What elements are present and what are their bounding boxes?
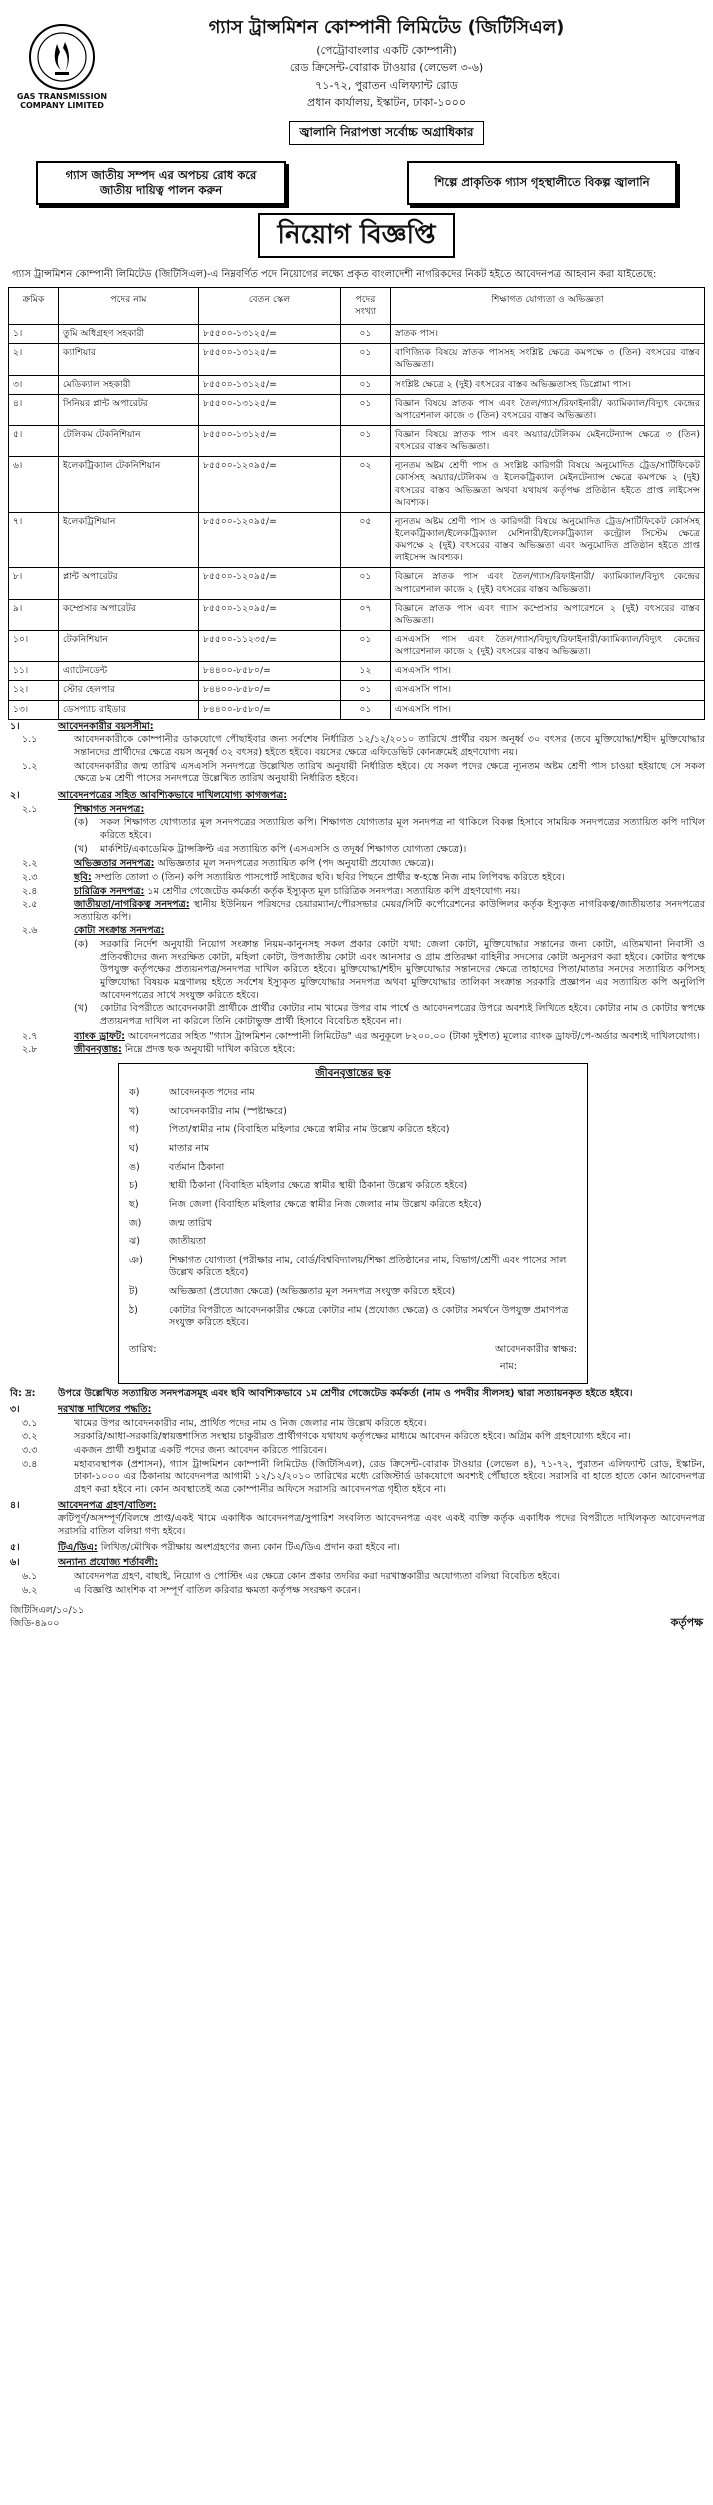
item-body [74, 886, 705, 899]
biodata-field: জাতীয়তা [169, 1236, 206, 1248]
table-row [9, 512, 705, 568]
table-row [9, 681, 705, 700]
notice-title-text: নিয়োগ বিজ্ঞপ্তি [258, 213, 456, 257]
cell-post-name: ইলেকট্রিশিয়ান [59, 512, 199, 568]
sub-key: (খ) [74, 843, 88, 855]
cell-serial: ১১। [9, 662, 59, 681]
item-text: সম্প্রতি তোলা ৩ (তিন) কপি সত্যায়িত পাসপোর্ট সাইজের ছবি। ছবির পিছনে প্রার্থীর স্ব-হস্তে নিজ নাম লিপিবদ্ধ করিতে হইবে। [94, 871, 565, 883]
cell-serial: ৭। [9, 512, 59, 568]
item-text: মহাব্যবস্থাপক (প্রশাসন), গ্যাস ট্রান্সমিশন কোম্পানী লিমিটেড (জিটিসিএল), রেড ক্রিসেন্ট-বোরাক টাওয়ার (লেভেল ৪), ৭১-৭২, পুরাতন এলিফ্যান্ট রোড, ইস্কাটন, ঢাকা-১০০০ এর ঠিকানায় আবেদনপত্র আগামী ১২/১২/২০১০ তারিখের মধ্যে রেজিস্টার্ড ডাকযোগে অবশ্যই পৌঁছাতে হইবে। সরাসরি বা হাতে হাতে কোন আবেদনপত্র গ্রহণ করা হইবে না। কোন অবস্থাতেই অত্র কোম্পানীর অফিসে সরাসরি আবেদনপত্র গৃহীত হইবে না। [74, 1458, 705, 1495]
cell-serial: ১২। [9, 681, 59, 700]
table-row [9, 662, 705, 681]
table-row [9, 568, 705, 599]
cell-post-name: মেডিক্যাল সহকারী [59, 375, 199, 394]
biodata-field: আবেদনকারীর নাম (স্পষ্টাক্ষরে) [169, 1105, 287, 1117]
section-submission [8, 1404, 705, 1417]
biodata-row [129, 1162, 577, 1175]
header-qualification: শিক্ষাগত যোগ্যতা ও অভিজ্ঞতা [391, 287, 705, 324]
list-item [8, 761, 705, 786]
sub-text: মার্কশিট/একাডেমিক ট্রান্সক্রিপ্ট এর সত্যায়িত কপি (এসএসসি ও তদূর্ধ্ব শিক্ষাগত যোগ্যতা ক্ষেত্রে)। [100, 843, 467, 855]
biodata-rows [129, 1087, 577, 1330]
address-line-1: রেড ক্রিসেন্ট-বোরাক টাওয়ার (লেভেল ৩-৬) [289, 61, 484, 75]
posts-table [8, 287, 705, 720]
cell-serial: ১০। [9, 630, 59, 661]
list-item [8, 804, 705, 858]
item-number: ৩.৪ [22, 1458, 38, 1470]
cell-pay-scale: ৮৫৫০০-১৩১২৫/= [199, 325, 341, 344]
biodata-key: ঘ) [129, 1142, 139, 1154]
biodata-key: ঠ) [129, 1304, 138, 1316]
biodata-field: জন্ম তারিখ [169, 1217, 213, 1229]
biodata-row [129, 1124, 577, 1137]
cell-serial: ৫। [9, 425, 59, 456]
sub-key: (খ) [74, 1003, 88, 1015]
cell-qualification: বিজ্ঞানে স্নাতক পাস এবং গ্যাস কম্প্রেসার অপারেশনে ২ (দুই) বৎসরের বাস্তব অভিজ্ঞতা। [391, 599, 705, 630]
cell-serial: ১৩। [9, 700, 59, 719]
item-label: ছবি: [74, 871, 92, 883]
biodata-key: খ) [129, 1105, 140, 1117]
cell-pay-scale: ৮৫৫০০-১২০৯৫/= [199, 512, 341, 568]
cell-qualification: এসএসসি পাস। [391, 681, 705, 700]
table-row [9, 425, 705, 456]
biodata-row [129, 1286, 577, 1299]
cell-serial: ২। [9, 344, 59, 375]
energy-slogan: জ্বালানি নিরাপত্তা সর্বোচ্চ অগ্রাধিকার [289, 121, 485, 145]
table-row [9, 325, 705, 344]
documents-list [8, 858, 705, 924]
gd-number: জিডি-৪৯০০ [10, 1617, 60, 1629]
cell-pay-scale: ৮৫৫০০-১৩১২৫/= [199, 425, 341, 456]
cell-serial: ১। [9, 325, 59, 344]
biodata-row [129, 1236, 577, 1249]
item-label: চারিত্রিক সনদপত্র: [74, 885, 145, 897]
list-item [8, 886, 705, 899]
list-item [8, 1459, 705, 1497]
biodata-field: শিক্ষাগত যোগ্যতা (পরীক্ষার নাম, বোর্ড/বিশ্ববিদ্যালয়/শিক্ষা প্রতিষ্ঠানের নাম, বিভাগ/শ্রেণী এবং পাসের সাল উল্লেখ করিতে হইবে) [169, 1254, 567, 1279]
cell-pay-scale: ৮৫৫০০-১৩১২৫/= [199, 344, 341, 375]
table-row [9, 700, 705, 719]
note-row [8, 1388, 705, 1401]
cell-serial: ৯। [9, 599, 59, 630]
biodata-row [129, 1305, 577, 1330]
notice-title [8, 213, 705, 257]
biodata-key: ঞ) [129, 1254, 143, 1266]
company-logo [14, 22, 110, 110]
intro-paragraph: গ্যাস ট্রান্সমিশন কোম্পানী লিমিটেড (জিটিসিএল)-এ নিম্নবর্ণিত পদে নিয়োগের লক্ষ্যে প্রকৃত বাংলাদেশী নাগরিকদের নিকট হইতে আবেদনপত্র আহবান করা যাইতেছে: [12, 268, 657, 280]
cell-post-count: ০১ [341, 394, 391, 425]
table-row [9, 394, 705, 425]
cell-post-count: ০৭ [341, 599, 391, 630]
biodata-key: গ) [129, 1124, 140, 1136]
item-text: ১ম শ্রেণীর গেজেটেড কর্মকর্তা কর্তৃক ইস্যুকৃত মূল চারিত্রিক সনদপত্র। সত্যায়িত কপি গ্রহণযোগ্য নয়। [147, 885, 521, 897]
biodata-row [129, 1255, 577, 1280]
biodata-key: জ) [129, 1217, 142, 1229]
section-number: ৩। [10, 1404, 20, 1416]
cell-qualification: ন্যূনতম অষ্টম শ্রেণী পাস ও সংশ্লিষ্ট কারিগরী বিষয়ে অনুমোদিত ট্রেড/সার্টিফিকেট কোর্সসহ অয়্যার/টেলিকম ও ইলেকট্রিক্যাল মেইনটেন্যান্স ক্ষেত্রে কমপক্ষে ২ (দুই) বৎসরের বাস্তব অভিজ্ঞতা অথবা যথাযথ কর্তৃপক্ষ প্রতিষ্ঠান হইতে প্রাপ্ত লাইসেন্স আবশ্যক। [391, 457, 705, 513]
header-post-count: পদের সংখ্যা [341, 287, 391, 324]
cell-qualification: এসএসসি পাস। [391, 662, 705, 681]
biodata-row [129, 1106, 577, 1119]
table-row [9, 630, 705, 661]
header-post-name: পদের নাম [59, 287, 199, 324]
sub-text: কোটার বিপরীতে আবেদনকারী প্রার্থীকে প্রার্থীর কোটার নাম খামের উপর বাম পার্শ্বে ও আবেদনপত্রের উপরে অবশ্যই লিখিতে হইবে। কোটার নাম ও কোটার স্বপক্ষে প্রত্যয়নপত্র দাখিল না করিলে তিনি কোটাভুক্ত প্রার্থী হিসাবে বিবেচিত হইবেন না। [100, 1003, 705, 1028]
biodata-field: আবেদনকৃত পদের নাম [169, 1086, 255, 1098]
table-row [9, 599, 705, 630]
list-item [8, 1571, 705, 1584]
cell-post-name: ডেসপ্যাচ রাইডার [59, 700, 199, 719]
cell-pay-scale: ৮৫৫০০-১২০৯৫/= [199, 599, 341, 630]
section-ta-da [8, 1542, 705, 1555]
conditions-list [8, 1571, 705, 1597]
cell-post-count: ০১ [341, 630, 391, 661]
biodata-key: ছ) [129, 1198, 139, 1210]
item-number: ২.২ [22, 858, 38, 870]
item-label: ব্যাংক ড্রাফট: [74, 1030, 125, 1042]
date-label: তারিখ: [129, 1344, 157, 1356]
logo-text: GAS TRANSMISSION COMPANY LIMITED [16, 92, 108, 111]
name-label: নাম: [499, 1360, 517, 1372]
slogan-row [8, 161, 705, 205]
biodata-key: চ) [129, 1180, 138, 1192]
cell-qualification: সংশ্লিষ্ট ক্ষেত্রে ২ (দুই) বৎসরের বাস্তব অভিজ্ঞতাসহ ডিপ্লোমা পাস। [391, 375, 705, 394]
table-row [9, 457, 705, 513]
cell-qualification: বাণিজ্যিক বিষয়ে স্নাতক পাসসহ সংশ্লিষ্ট ক্ষেত্রে কমপক্ষে ৩ (তিন) বৎসরের বাস্তব অভিজ্ঞতা। [391, 344, 705, 375]
cell-post-count: ০২ [341, 457, 391, 513]
section-title: আবেদনপত্র গ্রহণ/বাতিল: [58, 1499, 157, 1511]
item-label: শিক্ষাগত সনদপত্র: [74, 803, 145, 815]
list-item [8, 1513, 705, 1538]
biodata-row [129, 1218, 577, 1231]
cell-pay-scale: ৮৫৫০০-১৩১২৫/= [199, 394, 341, 425]
item-number: ২.৭ [22, 1030, 38, 1042]
header [8, 16, 705, 151]
item-text: সরকারি/আধা-সরকারি/স্বায়ত্তশাসিত সংস্থায় চাকুরীরত প্রার্থীগণকে যথাযথ কর্তৃপক্ষের মাধ্যমে আবেদন করিতে হইবে। অগ্রিম কপি গ্রহণযোগ্য হইবে না। [74, 1431, 631, 1443]
item-text: একজন প্রার্থী শুধুমাত্র একটি পদের জন্য আবেদন করিতে পারিবেন। [74, 1445, 327, 1457]
list-item [8, 1431, 705, 1444]
company-subtitle: (পেট্রোবাংলার একটি কোম্পানী) [316, 43, 457, 57]
item-number: ২.৮ [22, 1044, 38, 1056]
cell-post-name: এ্যাটেনডেন্ট [59, 662, 199, 681]
list-item [8, 1445, 705, 1458]
item-number: ১.১ [22, 734, 38, 746]
item-number: ৩.৩ [22, 1445, 38, 1457]
cell-qualification: এসএসসি পাস। [391, 700, 705, 719]
company-name: গ্যাস ট্রান্সমিশন কোম্পানী লিমিটেড (জিটিসিএল) [208, 17, 565, 38]
section-number: ৫। [10, 1541, 20, 1553]
biodata-field: কোটার বিপরীতে আবেদনকারীর ক্ষেত্রে কোটার নাম (প্রযোজ্য ক্ষেত্রে) ও কোটার সমর্থনে উপযুক্ত প্রমাণপত্র সংযুক্ত করিতে হইবে। [169, 1304, 569, 1329]
item-number: ৬.১ [22, 1570, 38, 1582]
biodata-field: পিতা/স্বামীর নাম (বিবাহিত মহিলার ক্ষেত্রে স্বামীর নাম উল্লেখ করিতে হইবে) [169, 1124, 450, 1136]
note-text: উপরে উল্লেখিত সত্যায়িত সনদপত্রসমূহ এবং ছবি আবশ্যিকভাবে ১ম শ্রেণীর গেজেটেড কর্মকর্তা (নাম ও পদবীর সীলসহ) দ্বারা সত্যায়নকৃত হইতে হইবে। [58, 1388, 633, 1400]
submission-list [8, 1418, 705, 1497]
list-item [8, 1044, 705, 1057]
biodata-field: বর্তমান ঠিকানা [169, 1161, 225, 1173]
section-title: দরখাস্ত দাখিলের পদ্ধতি: [58, 1404, 152, 1416]
section-number: ১। [10, 720, 20, 732]
item-text: আবেদনকারীর জন্ম তারিখ এসএসসি সনদপত্রে উল্লেখিত তারিখ অনুযায়ী নির্ধারিত হইবে। যে সকল পদের ক্ষেত্রে ন্যূনতম অষ্টম শ্রেণী পাস চাওয়া হইয়াছে সে সকল ক্ষেত্রে ৮ম শ্রেণী পাসের সনদপত্রে উল্লেখিত তারিখ অনুযায়ী নির্ধারিত হইবে। [74, 760, 705, 785]
item-number: ২.৫ [22, 899, 38, 911]
cell-pay-scale: ৮৪৪০০-৮৫৮০/= [199, 700, 341, 719]
cell-post-count: ০১ [341, 681, 391, 700]
cell-post-name: কম্প্রেসার অপারেটর [59, 599, 199, 630]
section-other-conditions [8, 1557, 705, 1570]
item-text: খামের উপর আবেদনকারীর নাম, প্রার্থিত পদের নাম ও নিজ জেলার নাম উল্লেখ করিতে হইবে। [74, 1417, 427, 1429]
item-number: ২.৪ [22, 885, 38, 897]
section-title: টিএ/ডিএ: [58, 1541, 98, 1553]
biodata-key: ঝ) [129, 1236, 141, 1248]
section-title: আবেদনকারীর বয়সসীমা: [58, 720, 154, 732]
note-label: বি: দ্র: [10, 1388, 36, 1400]
item-number: ২.৬ [22, 925, 38, 937]
cell-post-name: টেলিকম টেকনিশিয়ান [59, 425, 199, 456]
biodata-form-box [118, 1063, 588, 1384]
sub-key: (ক) [74, 817, 89, 829]
cell-post-count: ০১ [341, 700, 391, 719]
section-number: ৬। [10, 1557, 20, 1569]
item-number: ২.১ [22, 803, 38, 815]
item-text: আবেদনপত্রের সহিত "গ্যাস ট্রান্সমিশন কোম্পানী লিমিটেড" এর অনুকূলে ৮২০০.০০ (টাকা দুইশত) মূল্যের ব্যাংক ড্রাফট/পে-অর্ডার অবশ্যই দাখিলযোগ্য। [128, 1030, 700, 1042]
list-item [8, 1418, 705, 1431]
biodata-field: স্থায়ী ঠিকানা (বিবাহিত মহিলার ক্ষেত্রে স্বামীর স্থায়ী ঠিকানা উল্লেখ করিতে হইবে) [169, 1180, 468, 1192]
reference-number: জিটিসিএল/১০/১১ [10, 1605, 85, 1617]
section-number: ৪। [10, 1499, 20, 1511]
gtcl-seal-icon [27, 22, 97, 92]
section-age [8, 721, 705, 734]
item-number: ৩.২ [22, 1431, 38, 1443]
biodata-field: অভিজ্ঞতা (প্রযোজ্য ক্ষেত্রে) (অভিজ্ঞতার মূল সনদপত্র সংযুক্ত করিতে হইবে) [169, 1286, 456, 1298]
cell-serial: ৩। [9, 375, 59, 394]
cell-serial: ৬। [9, 457, 59, 513]
biodata-key: ঙ) [129, 1161, 140, 1173]
list-item [8, 925, 705, 1029]
section-title: আবেদনপত্রের সহিত আবশ্যিকভাবে দাখিলযোগ্য কাগজপত্র: [58, 789, 288, 801]
item-text: অভিজ্ঞতার মূল সনদপত্রের সত্যায়িত কপি (পদ অনুযায়ী প্রযোজ্য ক্ষেত্রে)। [157, 858, 434, 870]
slogan-right: শিল্পে প্রাকৃতিক গ্যাস গৃহস্থালীতে বিকল্প জ্বালানি [407, 161, 677, 205]
item-text: এ বিজ্ঞপ্তি আংশিক বা সম্পূর্ণ বাতিল করিবার ক্ষমতা কর্তৃপক্ষ সংরক্ষণ করেন। [74, 1584, 361, 1596]
sub-text: সরকারি নির্দেশ অনুযায়ী নিয়োগ সংক্রান্ত নিয়ম-কানুনসহ সকল প্রকার কোটা যথা: জেলা কোটা, মুক্তিযোদ্ধার সন্তানের জন্য কোটা, এতিমখানা নিবাসী ও প্রতিবন্ধীদের জন্য সংরক্ষিত কোটা, মহিলা কোটা, উপজাতীয় কোটা এবং আনসার ও গ্রাম প্রতিরক্ষা বাহিনীর সদস্যের কোটা অনুসরণ করা হইবে। কোটার স্বপক্ষে উপযুক্ত কর্তৃপক্ষের প্রত্যয়নপত্র/সনদপত্র দাখিল করিতে হইবে। মুক্তিযোদ্ধা/শহীদ মুক্তিযোদ্ধার সন্তানদের ক্ষেত্রে তাহাদের পিতা/মাতার সনদের সত্যায়িত কপিসহ মুক্তিযোদ্ধা বিষয়ক মন্ত্রণালয় হইতে সর্বশেষ ইস্যুকৃত মুক্তিযোদ্ধার সনদপত্র অথবা মুক্তিযোদ্ধার তালিকা সংক্রান্ত সরকারি প্রজ্ঞাপন এর সত্যায়িত কপি অনুলিপি আবেদনপত্রের সাথে সংযুক্ত করিতে হইবে। [100, 939, 705, 1001]
item-text: লিখিত/মৌখিক পরীক্ষায় অংশগ্রহণের জন্য কোন টিএ/ডিএ প্রদান করা হইবে না। [100, 1541, 400, 1553]
cell-post-name: প্লান্ট অপারেটর [59, 568, 199, 599]
biodata-field: মাতার নাম [169, 1142, 210, 1154]
cell-post-count: ০১ [341, 344, 391, 375]
table-header-row [9, 287, 705, 324]
cell-qualification: ন্যূনতম অষ্টম শ্রেণী পাস ও কারিগরী বিষয়ে অনুমোদিত ট্রেড/সার্টিফিকেট কোর্সসহ ইলেকট্রিক্যাল/ইলেকট্রিক্যাল মেশিনারী/ইলেকট্রিক্যাল কন্ট্রোল সিস্টেম ক্ষেত্রে কমপক্ষে ২ (দুই) বৎসরের বাস্তব অভিজ্ঞতা এবং অনুমোদিত প্রতিষ্ঠান হইতে প্রাপ্ত লাইসেন্স আবশ্যক। [391, 512, 705, 568]
biodata-row [129, 1087, 577, 1100]
header-serial: ক্রমিক [9, 287, 59, 324]
cell-post-name: তুমি অধিগ্রহণ সহকারী [59, 325, 199, 344]
cell-qualification: বিজ্ঞান বিষয়ে স্নাতক পাস এবং অয়্যার/টেলিকম মেইনটেন্যান্স ক্ষেত্রে ৩ (তিন) বৎসরের বাস্তব অভিজ্ঞতা। [391, 425, 705, 456]
cell-post-count: ০১ [341, 325, 391, 344]
item-label: জীবনবৃত্তান্ত: [74, 1044, 122, 1056]
biodata-row [129, 1180, 577, 1193]
biodata-row [129, 1199, 577, 1212]
list-item [8, 899, 705, 924]
cell-qualification: বিজ্ঞান বিষয়ে স্নাতক পাস এবং তৈল/গ্যাস/রিফাইনারী/ ক্যামিক্যাল/বিদ্যুৎ কেন্দ্রের অপারেশনাল কাজে ৩ (তিন) বৎসরের বাস্তব অভিজ্ঞতা। [391, 394, 705, 425]
cell-pay-scale: ৮৫৫০০-১২০৯৫/= [199, 568, 341, 599]
biodata-field: নিজ জেলা (বিবাহিত মহিলার ক্ষেত্রে স্বামীর নিজ জেলার নাম উল্লেখ করিতে হইবে) [169, 1198, 482, 1210]
item-body [74, 899, 705, 924]
cell-post-name: স্টোর হেলপার [59, 681, 199, 700]
cell-post-count: ০১ [341, 375, 391, 394]
item-body [74, 872, 705, 885]
list-item [8, 734, 705, 759]
cell-pay-scale: ৮৫৫০০-১২০৯৫/= [199, 457, 341, 513]
cell-pay-scale: ৮৫৫০০-১৩১২৫/= [199, 375, 341, 394]
slogan-left: গ্যাস জাতীয় সম্পদ এর অপচয় রোধ করে জাতীয় দায়িত্ব পালন করুন [36, 161, 286, 205]
sub-key: (ক) [74, 939, 89, 951]
cell-post-name: টেকনিশিয়ান [59, 630, 199, 661]
list-item [8, 1031, 705, 1044]
table-row [9, 375, 705, 394]
cell-serial: ৮। [9, 568, 59, 599]
section-acceptance [8, 1500, 705, 1513]
cell-qualification: বিজ্ঞানে স্নাতক পাস এবং তৈল/গ্যাস/রিফাইনারী/ ক্যামিক্যাল/বিদ্যুৎ কেন্দ্রের অপারেশনাল কাজে ২ (দুই) বৎসরের বাস্তব অভিজ্ঞতা। [391, 568, 705, 599]
cell-post-count: ১২ [341, 662, 391, 681]
cell-post-name: সিনিয়র প্লান্ট অপারেটর [59, 394, 199, 425]
authority-sign: কর্তৃপক্ষ [670, 1616, 703, 1630]
cell-post-count: ০৫ [341, 512, 391, 568]
item-label: জাতীয়তা/নাগরিকত্ব সনদপত্র: [74, 899, 190, 911]
section-documents [8, 790, 705, 803]
biodata-title: জীবনবৃত্তান্তের ছক [315, 1067, 391, 1080]
item-text: স্থানীয় ইউনিয়ন পরিষদের চেয়ারম্যান/পৌরসভার মেয়র/সিটি কর্পোরেশনের কাউন্সিলর কর্তৃক ইস্যুকৃত নাগরিকত্ব/জাতীয়তার সনদপত্রের সত্যায়িত কপি। [74, 899, 705, 923]
item-number: ১.২ [22, 760, 38, 772]
cell-serial: ৪। [9, 394, 59, 425]
posts-table-body [9, 325, 705, 720]
signature-label: আবেদনকারীর স্বাক্ষর: [495, 1344, 577, 1356]
item-text: আবেদনকারীকে কোম্পানীর ডাকযোগে পৌছাইবার জন্য সর্বশেষ নির্ধারিত ১২/১২/২০১০ তারিখে প্রার্থীর বয়স অনূর্ধ্ব ৩০ বৎসর (তবে মুক্তিযোদ্ধা/শহীদ মুক্তিযোদ্ধার সন্তানদের প্রার্থীদের ক্ষেত্রে বয়স অনূর্ধ্ব ৩২ বৎসর) হইতে হইবে। বয়সের ক্ষেত্রে এফিডেভিট কোনক্রমেই গ্রহণযোগ্য নয়। [74, 734, 705, 758]
list-item [8, 872, 705, 885]
footer [8, 1605, 705, 1630]
sub-text: সকল শিক্ষাগত যোগ্যতার মূল সনদপত্রের সত্যায়িত কপি। শিক্ষাগত যোগ্যতার মূল সনদপত্র না থাকিলে বিকল্প হিসাবে সাময়িক সনদপত্রের সত্যায়িত কপি দাখিল করিতে হইবে। [100, 817, 705, 841]
cell-qualification: এসএসসি পাস এবং তৈল/গ্যাস/বিদ্যুৎ/রিফাইনারী/ক্যামিক্যাল/বিদ্যুৎ কেন্দ্রের অপারেশনাল কাজে ২ (দুই) বৎসরের বাস্তব অভিজ্ঞতা। [391, 630, 705, 661]
cell-pay-scale: ৮৪৪০০-৮৫৮০/= [199, 662, 341, 681]
header-pay-scale: বেতন স্কেল [199, 287, 341, 324]
address-line-2: ৭১-৭২, পুরাতন এলিফ্যান্ট রোড [315, 78, 458, 92]
biodata-key: ক) [129, 1086, 140, 1098]
list-item [8, 858, 705, 871]
item-text: আবেদনপত্র গ্রহণ, বাছাই, নিয়োগ ও পোস্টিং এর ক্ষেত্রে কোন প্রকার তদবির করা দরখাস্তকারীর অযোগ্যতা বলিয়া বিবেচিত হইবে। [74, 1570, 561, 1582]
biodata-key: ট) [129, 1286, 138, 1298]
section-title: অন্যান্য প্রযোজ্য শর্তাবলী: [58, 1557, 159, 1569]
cell-qualification: স্নাতক পাস। [391, 325, 705, 344]
item-number: ৬.২ [22, 1584, 38, 1596]
item-number: ৩.১ [22, 1417, 38, 1429]
signature-row [129, 1344, 577, 1357]
section-number: ২। [10, 789, 20, 801]
item-label: অভিজ্ঞতার সনদপত্র: [74, 858, 155, 870]
cell-post-name: ক্যাশিয়ার [59, 344, 199, 375]
list-item [8, 1585, 705, 1598]
cell-pay-scale: ৮৫৫০০-১১২৩৫/= [199, 630, 341, 661]
item-text: নিম্নে প্রদত্ত ছক অনুযায়ী দাখিল করিতে হইবে: [124, 1044, 296, 1056]
item-label: কোটা সংক্রান্ত সনদপত্র: [74, 925, 165, 937]
biodata-row [129, 1143, 577, 1156]
cell-post-count: ০১ [341, 425, 391, 456]
cell-post-count: ০১ [341, 568, 391, 599]
cell-pay-scale: ৮৪৪০০-৮৫৮০/= [199, 681, 341, 700]
item-body [74, 858, 705, 871]
address-line-3: প্রধান কার্যালয়, ইস্কাটন, ঢাকা-১০০০ [307, 96, 466, 110]
cell-post-name: ইলেকট্রিক্যাল টেকনিশিয়ান [59, 457, 199, 513]
table-row [9, 344, 705, 375]
item-number: ২.৩ [22, 871, 38, 883]
item-text: ক্রটিপূর্ণ/অসম্পূর্ণ/বিলম্বে প্রাপ্ত/একই খামে একাধিক আবেদনপত্র/সুপারিশ সংবলিত আবেদনপত্র এবং একই ব্যক্তি কর্তৃক একাধিক পদের বিপরীতে দাখিলকৃত আবেদনপত্র সরাসরি বাতিল বলিয়া গণ্য হইবে। [58, 1513, 705, 1537]
